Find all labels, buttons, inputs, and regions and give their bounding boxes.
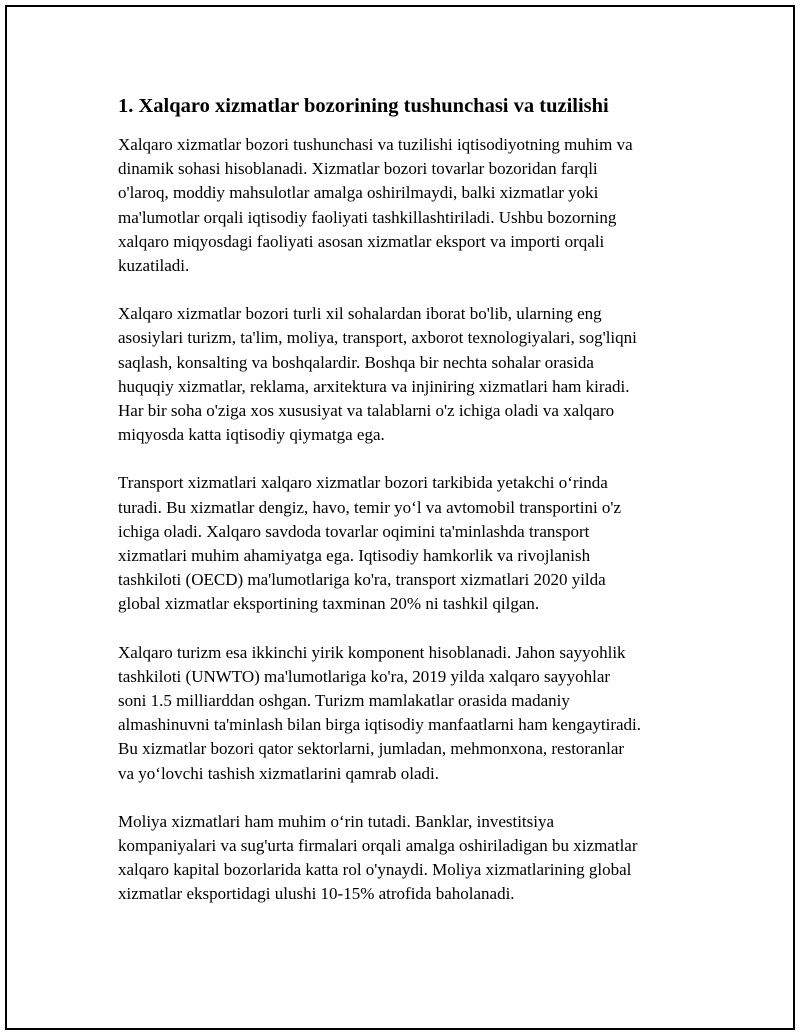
section-heading: 1. Xalqaro xizmatlar bozorining tushunchasi va tuzilishi [118,95,609,117]
paragraph-tourism: Xalqaro turizm esa ikkinchi yirik komponent hisoblanadi. Jahon sayyohlik tashkiloti (UNWTO) ma'lumotlariga ko'ra, 2019 yilda xalqaro sayyohlar soni 1.5 milliarddan oshgan. Turizm mamlakatlar orasida madaniy almashinuvni ta'minlash bilan birga iqtisodiy manfaatlarni ham kengaytiradi. Bu xizmatlar bozori qator sektorlarni, jumladan, mehmonxona, restoranlar va yo‘lovchi tashish xizmatlarini qamrab oladi. [118,642,642,783]
paragraph-intro: Xalqaro xizmatlar bozori tushunchasi va tuzilishi iqtisodiyotning muhim va dinamik sohasi hisoblanadi. Xizmatlar bozori tovarlar bozoridan farqli o'laroq, moddiy mahsulotlar amalga oshirilmaydi, balki xizmatlar yoki ma'lumotlar orqali iqtisodiy faoliyati tashkillashtiriladi. Ushbu bozorning xalqaro miqyosdagi faoliyati asosan xizmatlar eksport va importi orqali kuzatiladi. [118,135,633,276]
paragraph-transport: Transport xizmatlari xalqaro xizmatlar bozori tarkibida yetakchi o‘rinda turadi. Bu xizmatlar dengiz, havo, temir yo‘l va avtomobil transportini o'z ichiga oladi. Xalqaro savdoda tovarlar oqimini ta'minlashda transport xizmatlari muhim ahamiyatga ega. Iqtisodiy hamkorlik va rivojlanish tashkiloti (OECD) ma'lumotlariga ko'ra, transport xizmatlari 2020 yilda global xizmatlar eksportining taxminan 20% ni tashkil qilgan. [118,473,622,614]
paragraph-finance: Moliya xizmatlari ham muhim o‘rin tutadi. Banklar, investitsiya kompaniyalari va sug'urta firmalari orqali amalga oshiriladigan bu xizmatlar xalqaro kapital bozorlarida katta rol o'ynaydi. Moliya xizmatlarining global xizmatlar eksportidagi ulushi 10-15% atrofida baholanadi. [118,811,638,904]
document-body [118,93,693,931]
paragraph-sectors: Xalqaro xizmatlar bozori turli xil sohalardan iborat bo'lib, ularning eng asosiylari turizm, ta'lim, moliya, transport, axborot texnologiyalari, sog'liqni saqlash, konsalting va boshqalardir. Boshqa bir nechta sohalar orasida huquqiy xizmatlar, reklama, arxitektura va injiniring xizmatlari ham kiradi. Har bir soha o'ziga xos xususiyat va talablarni o'z ichiga oladi va xalqaro miqyosda katta iqtisodiy qiymatga ega. [118,304,637,445]
